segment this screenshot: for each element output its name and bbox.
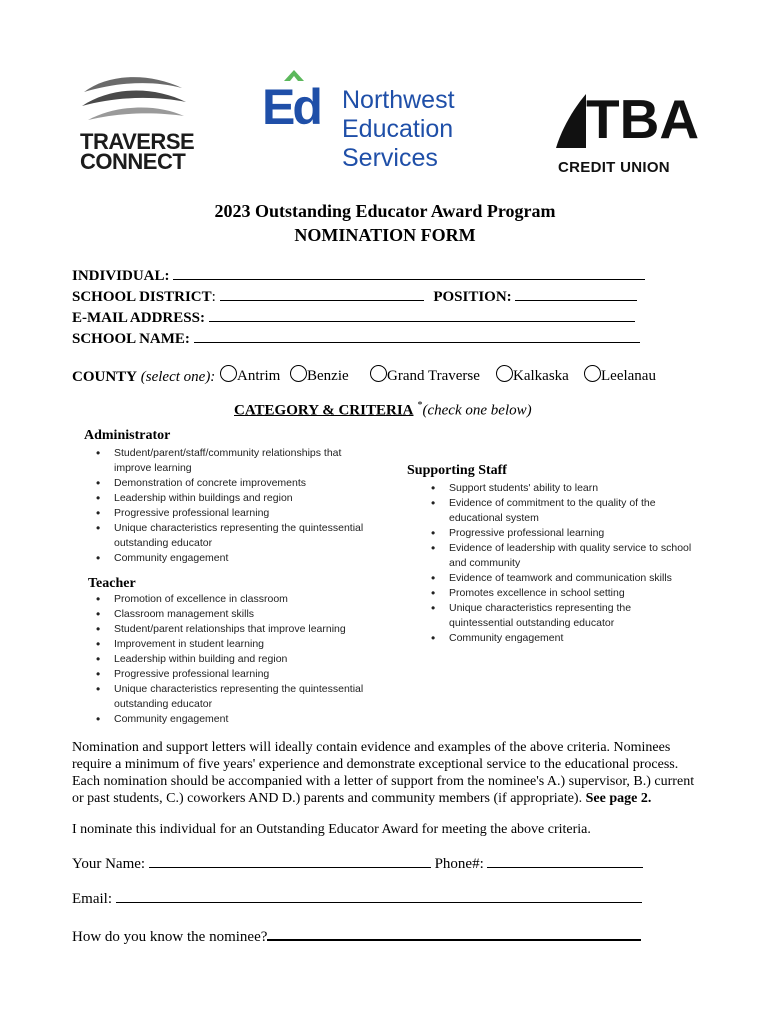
teacher-criterion: • Leadership within building and region xyxy=(92,652,367,667)
county-option-leelanau[interactable] xyxy=(584,365,656,385)
leelanau-radio[interactable] xyxy=(584,365,601,382)
individual-field[interactable] xyxy=(173,266,645,280)
county-row xyxy=(72,369,215,386)
nes-logo xyxy=(262,68,482,173)
traverse-connect-line1: TRAVERSE xyxy=(80,129,195,154)
teacher-criterion: • Progressive professional learning xyxy=(92,667,367,682)
phone-field[interactable] xyxy=(487,854,643,868)
how-know-row xyxy=(72,926,641,946)
instructions-paragraph xyxy=(72,739,702,807)
school-district-field[interactable] xyxy=(220,287,424,301)
your-name-label: Your Name: xyxy=(72,856,146,872)
nominator-email-field[interactable] xyxy=(116,889,642,903)
administrator-criterion: • Progressive professional learning xyxy=(92,506,367,521)
supporting_staff-criterion: • Evidence of leadership with quality service to school and community xyxy=(427,541,692,571)
supporting-staff-list xyxy=(427,481,692,646)
form-title: 2023 Outstanding Educator Award Program xyxy=(214,201,556,221)
district-row xyxy=(72,287,637,306)
individual-label: INDIVIDUAL: xyxy=(72,268,170,284)
supporting_staff-criterion: • Unique characteristics representing the quintessential outstanding educator xyxy=(427,601,692,631)
antrim-label: Antrim xyxy=(237,368,281,384)
form-subtitle: NOMINATION FORM xyxy=(294,225,476,245)
administrator-criterion: • Demonstration of concrete improvements xyxy=(92,476,367,491)
supporting_staff-criterion: • Progressive professional learning xyxy=(427,526,692,541)
credit-union-label: CREDIT UNION xyxy=(558,159,670,176)
antrim-radio[interactable] xyxy=(220,365,237,382)
benzie-label: Benzie xyxy=(307,368,349,384)
phone-label: Phone#: xyxy=(434,856,484,872)
how-know-field[interactable] xyxy=(267,926,641,941)
nes-line3: Services xyxy=(342,144,438,172)
county-option-grand-traverse[interactable] xyxy=(370,365,480,385)
instructions-text: Nomination and support letters will ideally contain evidence and examples of the above criteria. Nominees require a minimum of five years' experience and demonstrate exceptional service to the educational process. Each nomination should be accompanied with a letter of support from the nominee's A.) supervisor, B.) current or past students, C.) coworkers AND D.) parents and community members (if appropriate). xyxy=(72,740,695,806)
traverse-connect-swoosh-icon xyxy=(78,70,190,128)
tba-mark: TBA xyxy=(586,88,700,150)
see-page-link: See page 2. xyxy=(585,791,652,806)
traverse-connect-line2: CONNECT xyxy=(80,149,186,174)
email-row xyxy=(72,308,635,327)
teacher-criterion: • Classroom management skills xyxy=(92,607,367,622)
supporting_staff-criterion: • Support students' ability to learn xyxy=(427,481,692,496)
email-label: E-MAIL ADDRESS: xyxy=(72,310,205,326)
how-know-label: How do you know the nominee? xyxy=(72,929,268,945)
grand-traverse-label: Grand Traverse xyxy=(387,368,480,384)
school-district-label: SCHOOL DISTRICT xyxy=(72,289,212,305)
school-name-row xyxy=(72,329,640,348)
category-asterisk: * xyxy=(417,400,423,411)
school-name-label: SCHOOL NAME: xyxy=(72,331,190,347)
position-field[interactable] xyxy=(515,287,637,301)
county-option-kalkaska[interactable] xyxy=(496,365,569,385)
kalkaska-radio[interactable] xyxy=(496,365,513,382)
nes-line2: Education xyxy=(342,115,454,143)
county-label: COUNTY xyxy=(72,369,138,385)
administrator-criterion: • Student/parent/staff/community relationships that improve learning xyxy=(92,446,367,476)
supporting_staff-criterion: • Evidence of commitment to the quality of the educational system xyxy=(427,496,692,526)
administrator-criterion: • Unique characteristics representing the quintessential outstanding educator xyxy=(92,521,367,551)
county-hint: (select one): xyxy=(140,369,216,385)
category-heading-row xyxy=(234,400,532,419)
position-label: POSITION: xyxy=(433,289,512,305)
category-heading: CATEGORY & CRITERIA xyxy=(234,402,414,419)
county-option-antrim[interactable] xyxy=(220,365,280,385)
email-nominator-row xyxy=(72,889,642,908)
individual-row xyxy=(72,266,645,285)
teacher-criterion: • Student/parent relationships that improve learning xyxy=(92,622,367,637)
grand-traverse-radio[interactable] xyxy=(370,365,387,382)
benzie-radio[interactable] xyxy=(290,365,307,382)
nomination-statement: I nominate this individual for an Outstanding Educator Award for meeting the above criteria. xyxy=(72,822,591,837)
your-name-field[interactable] xyxy=(149,854,431,868)
teacher-criterion: • Improvement in student learning xyxy=(92,637,367,652)
teacher-criterion: • Unique characteristics representing the quintessential outstanding educator xyxy=(92,682,367,712)
supporting_staff-criterion: • Community engagement xyxy=(427,631,692,646)
leelanau-label: Leelanau xyxy=(601,368,656,384)
supporting_staff-criterion: • Promotes excellence in school setting xyxy=(427,586,692,601)
school-district-colon: : xyxy=(211,289,216,305)
nominator-email-label: Email: xyxy=(72,891,112,907)
teacher-criterion: • Community engagement xyxy=(92,712,367,727)
administrator-criterion: • Community engagement xyxy=(92,551,367,566)
nes-line1: Northwest xyxy=(342,86,455,114)
county-option-benzie[interactable] xyxy=(290,365,349,385)
kalkaska-label: Kalkaska xyxy=(513,368,569,384)
teacher-criterion: • Promotion of excellence in classroom xyxy=(92,592,367,607)
teacher-list xyxy=(92,592,367,727)
teacher-title: Teacher xyxy=(88,576,136,591)
administrator-title: Administrator xyxy=(84,428,171,443)
supporting-staff-title: Supporting Staff xyxy=(407,463,507,478)
category-hint: (check one below) xyxy=(422,402,532,419)
school-name-field[interactable] xyxy=(194,329,640,343)
ed-mark: Ed xyxy=(262,79,320,135)
tba-logo xyxy=(556,88,706,182)
traverse-connect-logo xyxy=(78,70,195,175)
administrator-criterion: • Leadership within buildings and region xyxy=(92,491,367,506)
supporting_staff-criterion: • Evidence of teamwork and communication skills xyxy=(427,571,692,586)
administrator-list xyxy=(92,446,367,566)
email-field[interactable] xyxy=(209,308,635,322)
your-name-row xyxy=(72,854,643,873)
